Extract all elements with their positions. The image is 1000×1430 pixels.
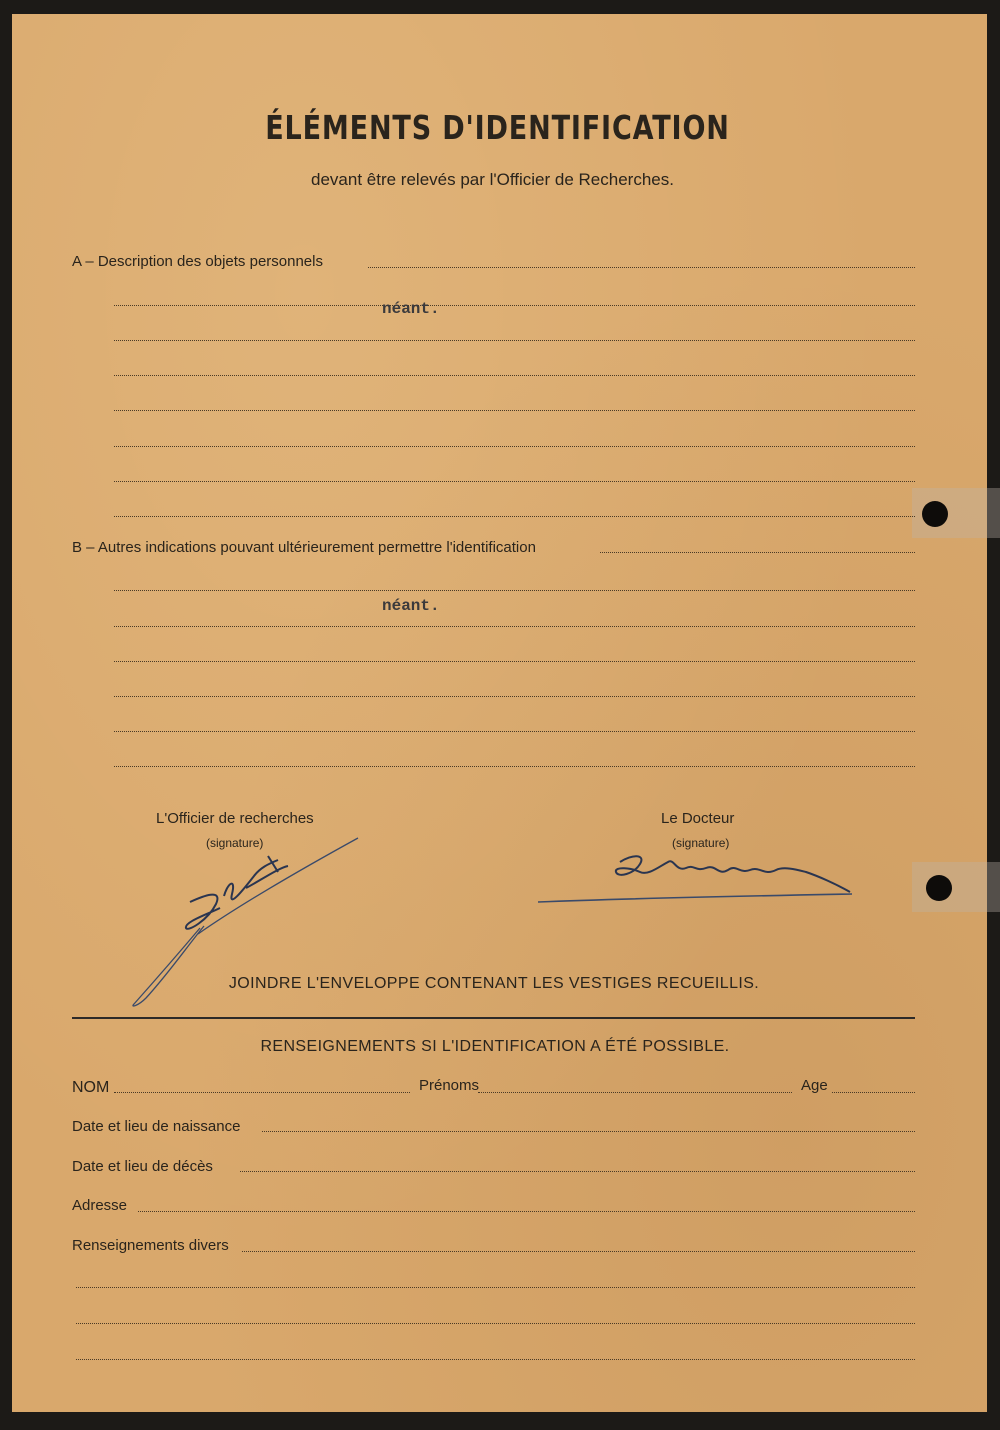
naissance-field[interactable] [262,1131,915,1132]
section-a-typed-value: néant. [382,300,440,318]
prenoms-field[interactable] [478,1092,792,1093]
section-a-line-7[interactable] [114,481,915,482]
section-b-line-1[interactable] [600,552,915,553]
section-b-line-7[interactable] [114,766,915,767]
section-a-line-6[interactable] [114,446,915,447]
officer-title: L'Officier de recherches [156,810,314,827]
section-b-typed-value: néant. [382,597,440,615]
naissance-label: Date et lieu de naissance [72,1118,241,1135]
punch-hole-upper [922,501,948,527]
section-a-line-5[interactable] [114,410,915,411]
section-a-line-4[interactable] [114,375,915,376]
punch-hole-lower [926,875,952,901]
divers-field-1[interactable] [242,1251,915,1252]
section-a-line-3[interactable] [114,340,915,341]
page-title: ÉLÉMENTS D'IDENTIFICATION [265,108,730,147]
age-field[interactable] [832,1092,915,1093]
section-b-line-6[interactable] [114,731,915,732]
envelope-note: JOINDRE L'ENVELOPPE CONTENANT LES VESTIGES RECUEILLIS. [228,975,760,992]
divers-field-3[interactable] [76,1323,915,1324]
section-a-line-8[interactable] [114,516,915,517]
section-divider [72,1017,915,1019]
divers-field-2[interactable] [76,1287,915,1288]
page-subtitle: devant être relevés par l'Officier de Recherches. [311,170,674,189]
divers-field-4[interactable] [76,1359,915,1360]
section-b-line-2[interactable] [114,590,915,591]
section-b-line-5[interactable] [114,696,915,697]
section-b-line-3[interactable] [114,626,915,627]
section-a-label: A – Description des objets personnels [72,253,323,270]
divers-label: Renseignements divers [72,1237,229,1254]
doctor-signature-note: (signature) [672,836,730,850]
document-page [12,14,987,1412]
prenoms-label: Prénoms [419,1077,480,1094]
deces-label: Date et lieu de décès [72,1158,213,1175]
adresse-label: Adresse [72,1197,128,1214]
section-b-line-4[interactable] [114,661,915,662]
deces-field[interactable] [240,1171,915,1172]
doctor-title: Le Docteur [661,810,735,827]
age-label: Age [801,1077,828,1094]
section-b-label: B – Autres indications pouvant ultérieurement permettre l'identification [72,539,536,556]
section-a-line-1[interactable] [368,267,915,268]
nom-label: NOM [72,1079,110,1096]
nom-field[interactable] [114,1092,410,1093]
officer-signature-note: (signature) [206,836,264,850]
section-a-line-2[interactable] [114,305,915,306]
doctor-signature [536,848,866,918]
identification-heading: RENSEIGNEMENTS SI L'IDENTIFICATION A ÉTÉ POSSIBLE. [260,1038,730,1055]
adresse-field[interactable] [138,1211,915,1212]
